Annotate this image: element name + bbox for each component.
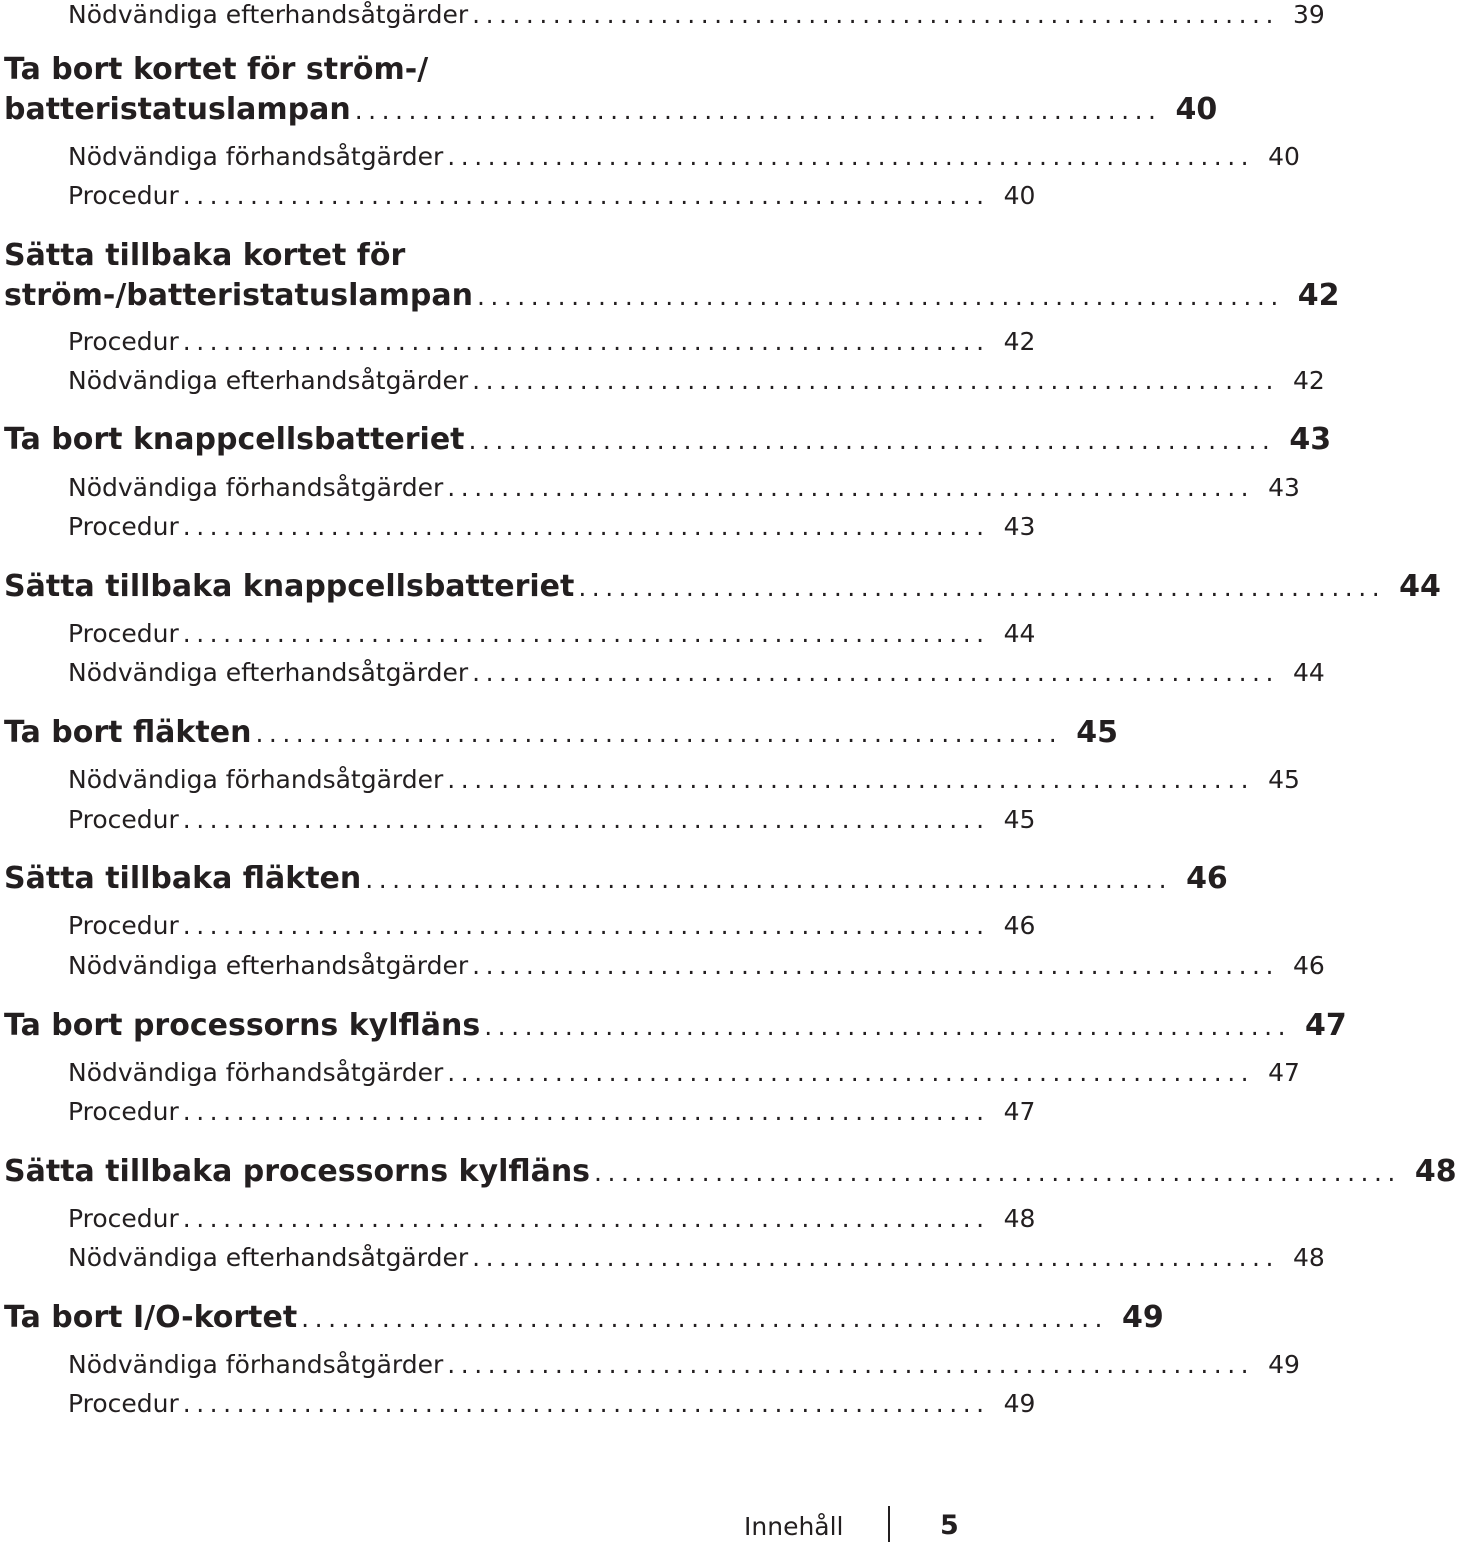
toc-subentry[interactable] [68,512,1036,546]
toc-subentry[interactable] [68,765,1300,799]
toc-heading-entry[interactable] [4,569,1441,609]
dot-leader: ............................................................ [447,473,1255,502]
toc-heading-entry[interactable] [4,278,1340,318]
toc-page-number: 49 [1121,1300,1164,1335]
toc-subentry[interactable] [68,0,1325,34]
toc-page-number: 46 [1186,861,1228,896]
dot-leader: ............................................................ [476,282,1284,311]
dot-leader: ............................................................ [365,865,1173,894]
footer-divider [888,1506,890,1542]
toc-heading-entry[interactable] [4,92,1218,132]
toc-subentry-title: Procedur [68,181,179,210]
toc-page-number: 49 [1003,1389,1036,1418]
dot-leader: ............................................................ [578,573,1386,602]
toc-page-number: 45 [1268,765,1300,794]
dot-leader: ............................................................ [472,366,1279,395]
dot-leader: ............................................................ [182,1097,990,1126]
toc-subentry-title: Procedur [68,1389,179,1418]
dot-leader: ............................................................ [182,1204,990,1233]
toc-subentry[interactable] [68,1389,1036,1423]
toc-heading-title: Ta bort I/O-kortet [4,1300,298,1335]
dot-leader: ............................................................ [255,719,1063,748]
toc-page-number: 40 [1175,92,1218,127]
toc-subentry[interactable] [68,1350,1300,1384]
toc-subentry[interactable] [68,805,1036,839]
toc-subentry-title: Nödvändiga efterhandsåtgärder [68,658,469,687]
toc-subentry-title: Nödvändiga efterhandsåtgärder [68,0,469,29]
toc-page-number: 47 [1305,1008,1347,1043]
dot-leader: ............................................................ [447,765,1255,794]
dot-leader: ............................................................ [447,1058,1255,1087]
dot-leader: ............................................................ [182,911,990,940]
toc-subentry-title: Procedur [68,512,179,541]
dot-leader: ............................................................ [447,142,1255,171]
toc-heading-title: ström-/batteristatuslampan [4,278,473,313]
toc-subentry[interactable] [68,911,1036,945]
toc-heading-entry[interactable] [4,715,1118,755]
toc-page-number: 45 [1003,805,1036,834]
toc-subentry-title: Procedur [68,327,179,356]
toc-page-number: 42 [1003,327,1036,356]
toc-subentry[interactable] [68,181,1036,215]
toc-heading-entry[interactable] [4,1300,1164,1340]
toc-page-number: 46 [1003,911,1036,940]
toc-page-number: 40 [1268,142,1300,171]
toc-subentry[interactable] [68,327,1036,361]
toc-page-number: 43 [1003,512,1036,541]
footer-page-number: 5 [940,1510,959,1541]
toc-subentry-title: Nödvändiga förhandsåtgärder [68,473,444,502]
toc-page-number: 45 [1076,715,1118,750]
toc-heading-title: Ta bort knappcellsbatteriet [4,422,465,457]
toc-subentry-title: Procedur [68,911,179,940]
toc-page-number: 43 [1289,422,1332,457]
toc-heading-title: Sätta tillbaka fläkten [4,861,362,896]
toc-page-number: 49 [1268,1350,1300,1379]
toc-subentry[interactable] [68,142,1300,176]
dot-leader: ............................................................ [472,951,1279,980]
toc-heading-title: Ta bort fläkten [4,715,252,750]
dot-leader: ............................................................ [468,426,1276,455]
dot-leader: ............................................................ [472,1243,1279,1272]
toc-subentry[interactable] [68,473,1300,507]
footer-section-label: Innehåll [744,1512,844,1541]
toc-page-number: 47 [1003,1097,1036,1126]
toc-subentry-title: Nödvändiga förhandsåtgärder [68,765,444,794]
dot-leader: ............................................................ [182,1389,990,1418]
toc-subentry[interactable] [68,1243,1325,1277]
dot-leader: ............................................................ [484,1012,1292,1041]
toc-heading-title: Sätta tillbaka knappcellsbatteriet [4,569,575,604]
toc-subentry-title: Nödvändiga efterhandsåtgärder [68,1243,469,1272]
dot-leader: ............................................................ [447,1350,1255,1379]
toc-heading-title: batteristatuslampan [4,92,351,127]
toc-page-number: 40 [1003,181,1036,210]
toc-subentry-title: Nödvändiga förhandsåtgärder [68,142,444,171]
dot-leader: ............................................................ [472,0,1279,29]
dot-leader: ............................................................ [472,658,1279,687]
toc-page-number: 44 [1003,619,1036,648]
dot-leader: ............................................................ [301,1304,1108,1333]
toc-subentry[interactable] [68,658,1325,692]
toc-subentry-title: Nödvändiga efterhandsåtgärder [68,951,469,980]
toc-subentry[interactable] [68,951,1325,985]
toc-subentry[interactable] [68,1097,1036,1131]
toc-page-number: 44 [1292,658,1325,687]
toc-heading-entry[interactable] [4,422,1332,462]
toc-heading-title: Sätta tillbaka processorns kylfläns [4,1154,591,1189]
page-footer [0,1506,960,1546]
toc-page-number: 48 [1003,1204,1036,1233]
toc-subentry-title: Procedur [68,1097,179,1126]
toc-subentry-title: Nödvändiga förhandsåtgärder [68,1350,444,1379]
dot-leader: ............................................................ [182,512,990,541]
toc-subentry-title: Nödvändiga förhandsåtgärder [68,1058,444,1087]
dot-leader: ............................................................ [594,1158,1401,1187]
toc-page-number: 39 [1292,0,1325,29]
toc-heading-entry[interactable] [4,861,1228,901]
toc-subentry[interactable] [68,366,1325,400]
toc-page-number: 48 [1292,1243,1325,1272]
toc-heading-line1[interactable]: Sätta tillbaka kortet för [4,238,406,273]
toc-page-number: 42 [1292,366,1325,395]
toc-subentry-title: Nödvändiga efterhandsåtgärder [68,366,469,395]
dot-leader: ............................................................ [182,327,990,356]
toc-page-number: 43 [1268,473,1300,502]
toc-subentry-title: Procedur [68,619,179,648]
dot-leader: ............................................................ [182,619,990,648]
toc-subentry-title: Procedur [68,805,179,834]
toc-subentry[interactable] [68,1058,1300,1092]
toc-heading-entry[interactable] [4,1008,1347,1048]
toc-heading-title: Ta bort processorns kylfläns [4,1008,481,1043]
toc-heading-line1[interactable]: Ta bort kortet för ström-/ [4,52,429,87]
toc-subentry[interactable] [68,619,1036,653]
dot-leader: ............................................................ [354,96,1162,125]
toc-subentry-title: Procedur [68,1204,179,1233]
toc-page-number: 48 [1414,1154,1457,1189]
toc-page-number: 46 [1292,951,1325,980]
toc-heading-entry[interactable] [4,1154,1457,1194]
toc-page-number: 44 [1399,569,1441,604]
toc-page-number: 47 [1268,1058,1300,1087]
toc-subentry[interactable] [68,1204,1036,1238]
toc-page-number: 42 [1297,278,1340,313]
dot-leader: ............................................................ [182,181,990,210]
dot-leader: ............................................................ [182,805,990,834]
